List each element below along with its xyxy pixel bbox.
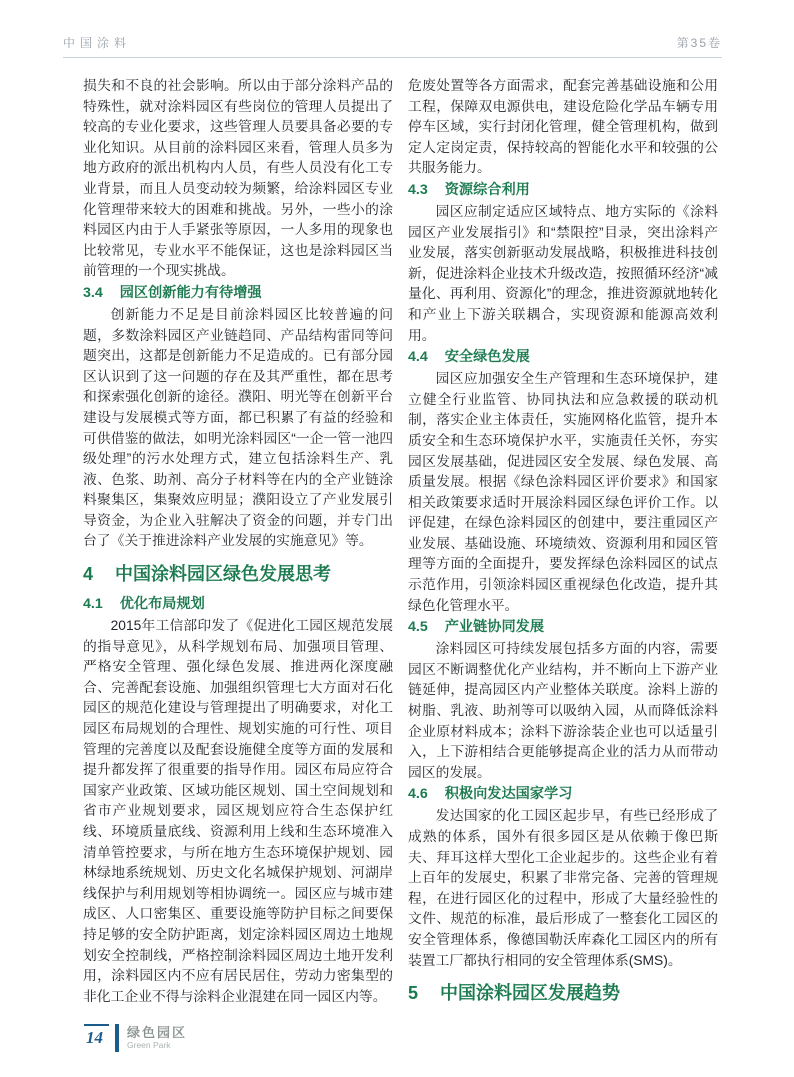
section-heading-4-1 — [83, 594, 393, 615]
section-title: 中国涂料园区发展趋势 — [440, 983, 621, 1004]
section-number: 3.4 — [83, 284, 103, 301]
paragraph: 发达国家的化工园区起步早，有些已经形成了成熟的体系，国外有很多园区是从依赖于像巴斯夫、拜耳这样大型化工企业起步的。这些企业有着上百年的发展史，积累了非常完备、完善的管理规程，在进行园区化的过程中，形成了大量经验性的文件、规范的标准，最后形成了一整套化工园区的安全管理体系，像德国勒沃库森化工园区内的所有装置工厂都执行相同的安全管理体系(SMS)。 — [408, 808, 718, 968]
paragraph: 2015年工信部印发了《促进化工园区规范发展的指导意见》，从科学规划布局、加强项目管理、严格安全管理、强化绿色发展、推进两化深度融合、完善配套设施、加强组织管理七大方面对石化园区的规范化建设与管理提出了明确要求，对化工园区布局规划的合理性、规划实施的可行性、项目管理的完善度以及配套设施健全度等方面的发展和提升都发挥了很重要的指导作用。园区布局应符合国家产业政策、区域功能区规划、国土空间规划和省市产业规划要求，园区规划应符合生态保护红线、环境质量底线、资源利用上线和生态环境准入清单管控要求，与所在地方生态环境保护规划、园林绿地系统规划、历史文化名城保护规划、河湖岸线保护与利用规划等相协调统一。园区应与城市建成区、人口密集区、重要设施等防护目标之间要保持足够的安全防护距离，划定涂料园区周边土地规划安全控制线，严格控制涂料园区周边土地开发利用，涂料园区内不应有居民居住，劳动力密集型的非化工企业不得与涂料企业混建在同一园区内等。 — [83, 618, 393, 1004]
running-header — [63, 34, 722, 51]
body-columns — [83, 76, 718, 1008]
section-heading-4 — [83, 561, 393, 587]
footer-section-logo — [127, 1024, 187, 1051]
section-title: 园区创新能力有待增强 — [119, 284, 262, 301]
section-number: 4.4 — [408, 349, 428, 366]
paragraph: 园区应加强安全生产管理和生态环境保护，建立健全行业监管、协同执法和应急救援的联动机制，落实企业主体责任，实施网格化监管，提升本质安全和生态环境保护水平，实施责任关怀，夯实园区发展基础，促进园区安全发展、绿色发展、高质量发展。根据《绿色涂料园区评价要求》和国家相关政策要求适时开展涂料园区绿色评价工作。以评促建，在绿色涂料园区的创建中，要注重园区产业发展、基础设施、环境绩效、资源利用和园区管理等方面的全面提升，要发挥绿色涂料园区的试点示范作用，引领涂料园区重视绿色化改造，提升其绿色化管理水平。 — [408, 371, 718, 613]
volume-label: 第35卷 — [676, 36, 722, 50]
section-number: 5 — [408, 983, 419, 1004]
footer-section-name-en: Green Park — [127, 1040, 171, 1051]
section-heading-4-6 — [408, 784, 718, 805]
section-heading-4-4 — [408, 347, 718, 368]
section-title: 优化布局规划 — [119, 596, 205, 613]
section-title: 资源综合利用 — [444, 181, 530, 198]
section-heading-4-3 — [408, 180, 718, 201]
paragraph: 损失和不良的社会影响。所以由于部分涂料产品的特殊性，就对涂料园区有些岗位的管理人员提出了较高的专业化要求，这些管理人员要具备必要的专业化知识。从目前的涂料园区来看，管理人员多为地方政府的派出机构内人员，有些人员没有化工专业背景，而且人员变动较为频繁，给涂料园区专业化管理带来较大的困难和挑战。另外，一些小的涂料园区内由于人手紧张等原因，一人多用的现象也比较常见，专业水平不能保证，这也是涂料园区当前管理的一个现实挑战。 — [83, 78, 393, 279]
header-rule — [63, 57, 722, 58]
section-number: 4.5 — [408, 619, 428, 636]
section-number: 4.6 — [408, 786, 428, 803]
page-number: 14 — [84, 1024, 109, 1048]
section-number: 4 — [83, 564, 94, 585]
section-heading-5 — [408, 980, 718, 1006]
footer-section-name-cn: 绿色园区 — [127, 1025, 188, 1040]
section-number: 4.1 — [83, 596, 103, 613]
paragraph: 涂料园区可持续发展包括多方面的内容，需要园区不断调整优化产业结构，并不断向上下游产业链延伸，提高园区内产业整体关联度。涂料上游的树脂、乳液、助剂等可以吸纳入园，从而降低涂料企业原材料成本；涂料下游涂装企业也可以适量引入，上下游相结合更能够提高企业的活力从而带动园区的发展。 — [408, 641, 718, 780]
section-title: 中国涂料园区绿色发展思考 — [115, 564, 332, 585]
left-column — [83, 76, 393, 1008]
paragraph: 创新能力不足是目前涂料园区比较普遍的问题，多数涂料园区产业链趋同、产品结构雷同等问题突出，这都是创新能力不足造成的。已有部分园区认识到了这一问题的存在及其严重性，都在思考和探索强化创新的途径。濮阳、明光等在创新平台建设与发展模式等方面，都已积累了有益的经验和可供借鉴的做法，如明光涂料园区“一企一管一池四级处理”的污水处理方式，建立包括涂料生产、乳液、色浆、助剂、高分子材料等在内的全产业链涂料聚集区，集聚效应明显；濮阳设立了产业发展引导资金，为企业入驻解决了资金的问题，并专门出台了《关于推进涂料产业发展的实施意见》等。 — [83, 306, 393, 549]
section-number: 4.3 — [408, 181, 428, 198]
section-title: 积极向发达国家学习 — [444, 786, 573, 803]
section-title: 安全绿色发展 — [444, 349, 530, 366]
paragraph: 危废处置等各方面需求，配套完善基础设施和公用工程，保障双电源供电，建设危险化学品车辆专用停车区域，实行封闭化管理，健全管理机构，做到定人定岗定责，保持较高的智能化水平和较强的公共服务能力。 — [408, 78, 718, 176]
page-footer — [84, 1024, 187, 1052]
journal-name: 中国涂料 — [63, 36, 132, 50]
footer-divider-bar — [115, 1024, 119, 1052]
section-title: 产业链协同发展 — [444, 619, 545, 636]
section-heading-3-4 — [83, 283, 393, 304]
section-heading-4-5 — [408, 617, 718, 638]
right-column — [408, 76, 718, 1008]
paragraph: 园区应制定适应区域特点、地方实际的《涂料园区产业发展指引》和“禁限控”目录，突出涂料产业发展，落实创新驱动发展战略，积极推进科技创新，促进涂料企业技术升级改造，按照循环经济“减量化、再利用、资源化”的理念，推进资源就地转化和产业上下游关联耦合，实现资源和能源高效利用。 — [408, 203, 718, 343]
